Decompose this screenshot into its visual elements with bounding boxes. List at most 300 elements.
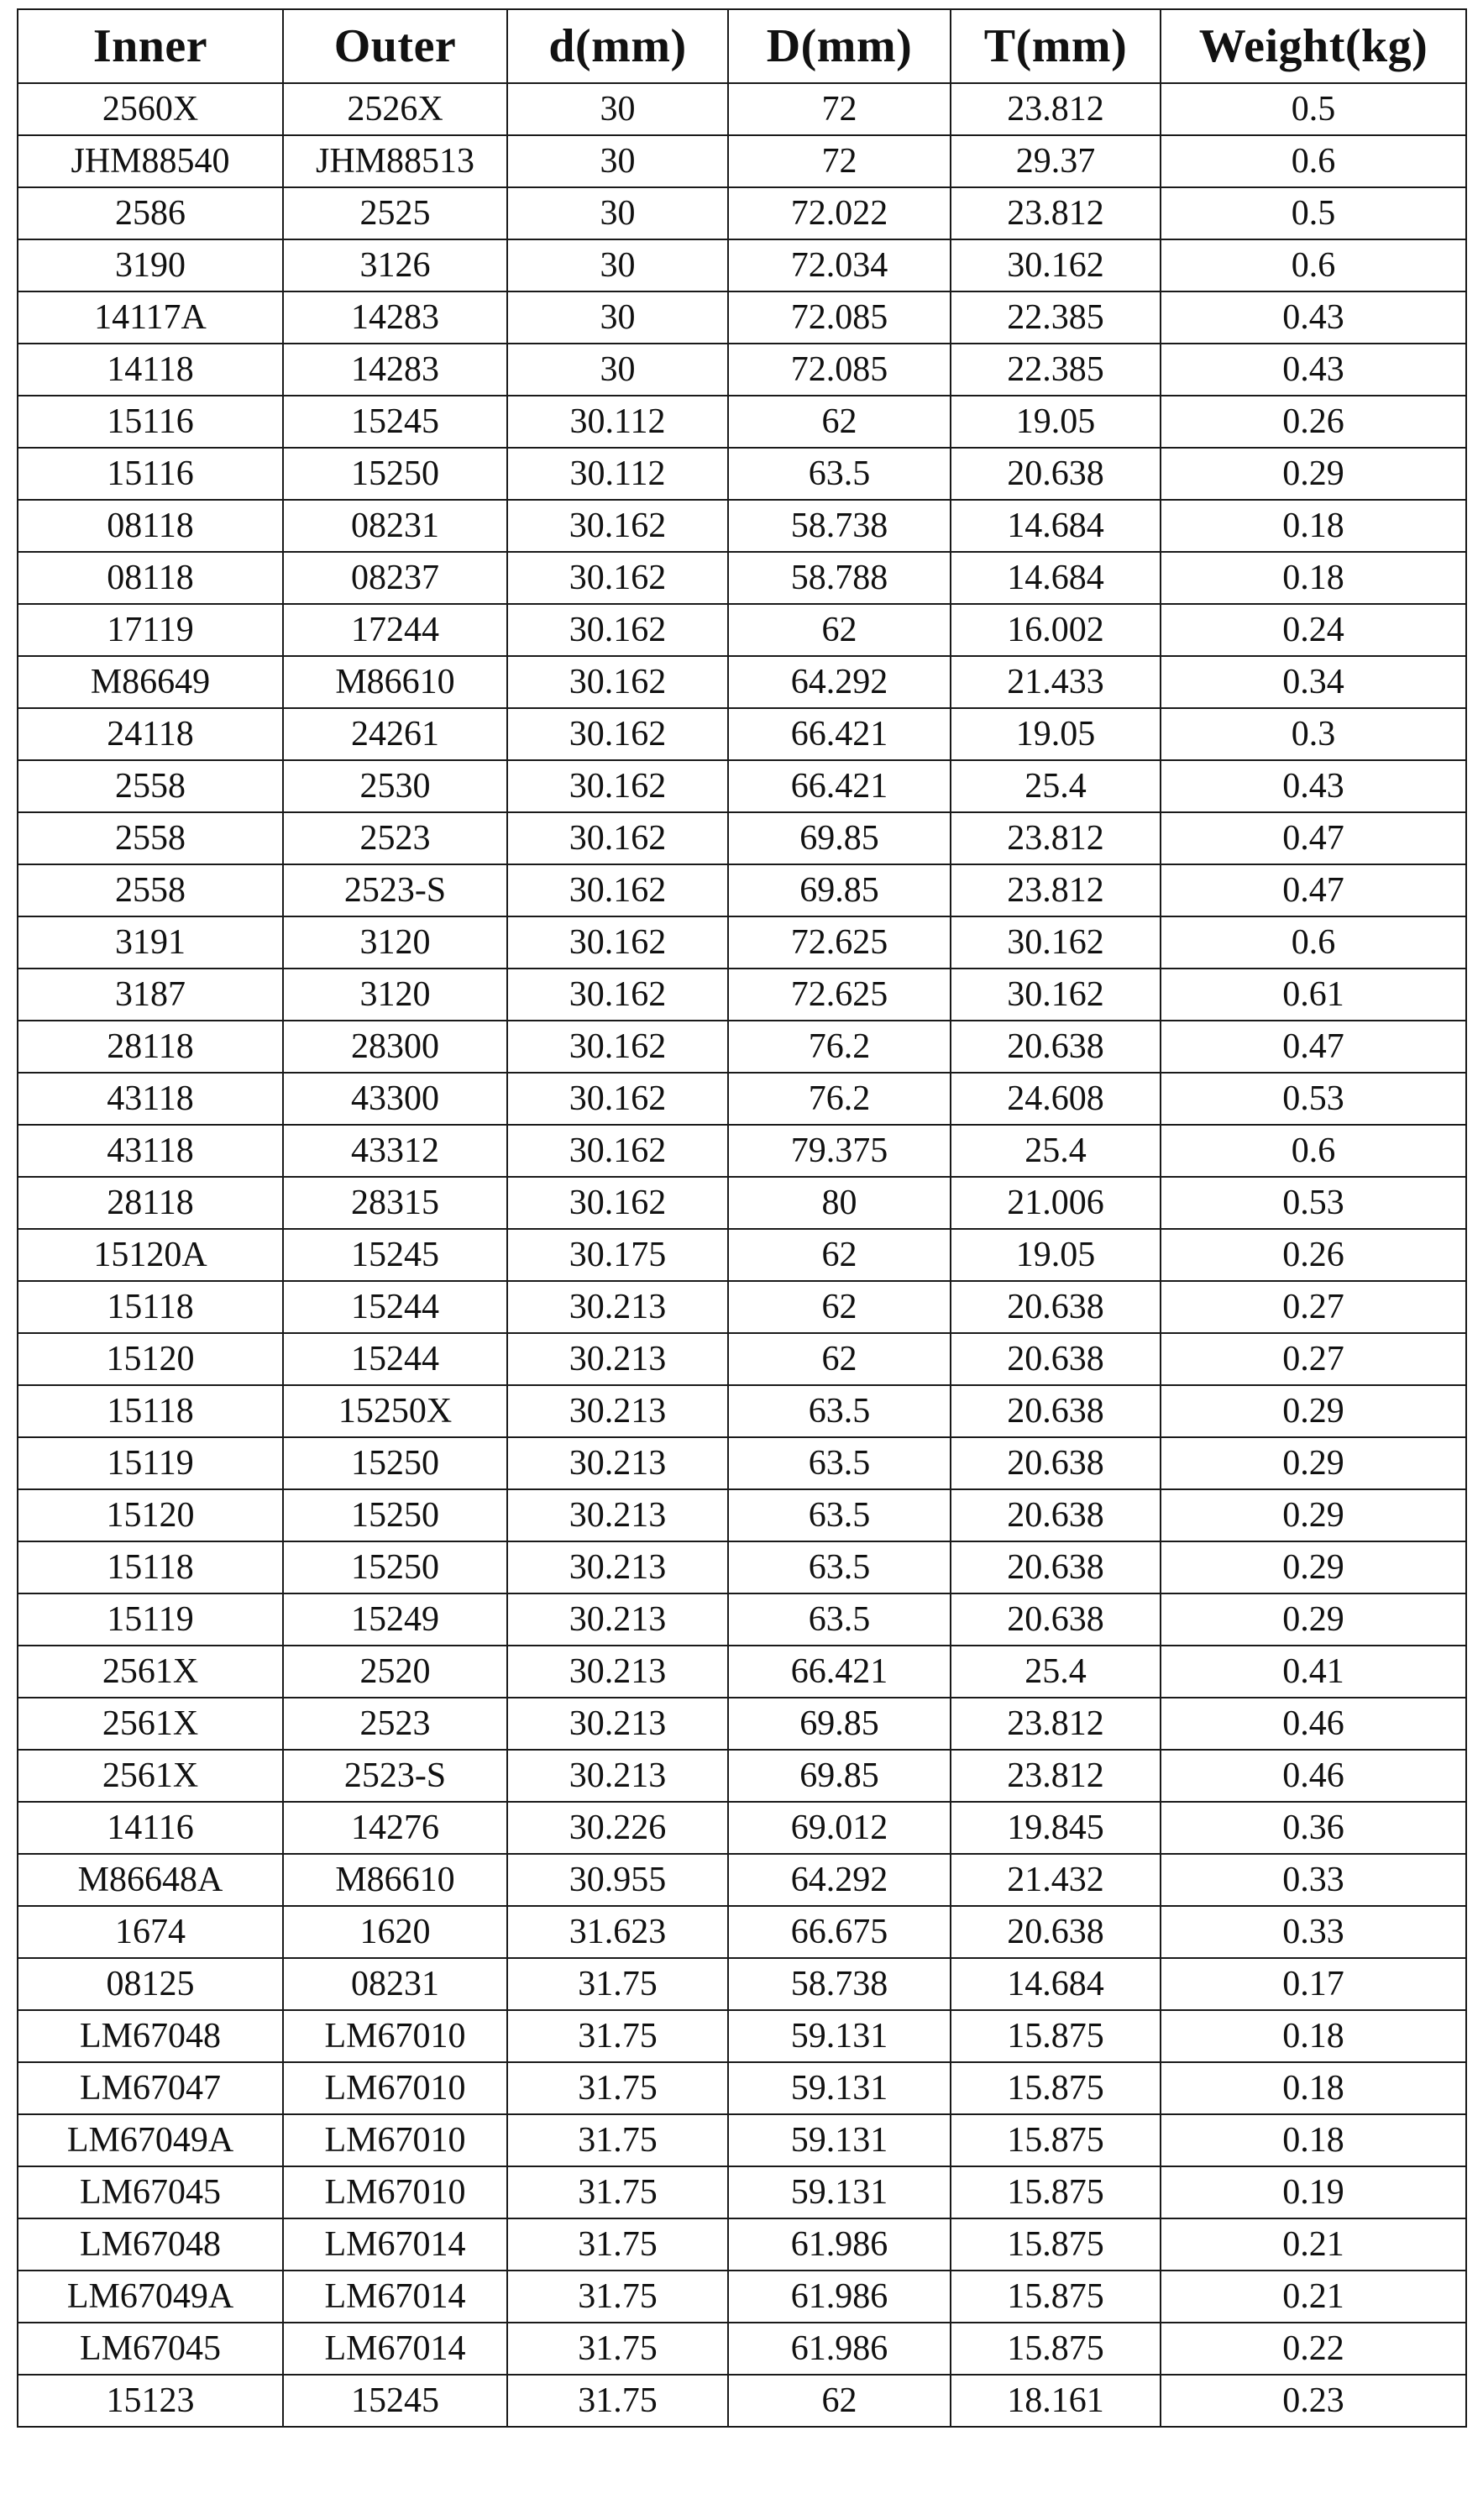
- cell-outer-diameter: 69.85: [728, 812, 951, 864]
- cell-bore-diameter: 30.112: [507, 448, 728, 500]
- table-body: [18, 83, 1466, 2427]
- cell-inner: LM67048: [18, 2010, 283, 2062]
- cell-outer-diameter: 62: [728, 2375, 951, 2427]
- table-row: [18, 2062, 1466, 2114]
- cell-inner: 2561X: [18, 1698, 283, 1750]
- cell-bore-diameter: 31.75: [507, 2323, 728, 2375]
- table-row: [18, 500, 1466, 552]
- table-row: [18, 1906, 1466, 1958]
- table-row: [18, 1385, 1466, 1437]
- cell-inner: 15123: [18, 2375, 283, 2427]
- cell-width: 30.162: [951, 969, 1161, 1021]
- cell-bore-diameter: 30.162: [507, 656, 728, 708]
- cell-outer: 08231: [283, 500, 507, 552]
- cell-inner: 15119: [18, 1593, 283, 1646]
- cell-bore-diameter: 31.75: [507, 2114, 728, 2166]
- cell-outer-diameter: 72.625: [728, 969, 951, 1021]
- cell-inner: M86649: [18, 656, 283, 708]
- cell-bore-diameter: 30.213: [507, 1281, 728, 1333]
- table-row: [18, 1333, 1466, 1385]
- cell-bore-diameter: 30.213: [507, 1593, 728, 1646]
- cell-outer-diameter: 69.85: [728, 864, 951, 916]
- cell-outer: 2525: [283, 187, 507, 239]
- cell-outer: 28315: [283, 1177, 507, 1229]
- table-row: [18, 344, 1466, 396]
- cell-width: 19.05: [951, 396, 1161, 448]
- cell-inner: 15120: [18, 1333, 283, 1385]
- cell-inner: 2558: [18, 812, 283, 864]
- cell-width: 23.812: [951, 187, 1161, 239]
- cell-width: 19.05: [951, 708, 1161, 760]
- table-row: [18, 396, 1466, 448]
- cell-weight: 0.18: [1161, 500, 1466, 552]
- cell-inner: 1674: [18, 1906, 283, 1958]
- cell-outer-diameter: 62: [728, 604, 951, 656]
- table-row: [18, 1593, 1466, 1646]
- cell-outer: 17244: [283, 604, 507, 656]
- cell-width: 19.845: [951, 1802, 1161, 1854]
- cell-outer-diameter: 72.022: [728, 187, 951, 239]
- cell-weight: 0.3: [1161, 708, 1466, 760]
- cell-bore-diameter: 30: [507, 187, 728, 239]
- cell-width: 23.812: [951, 1750, 1161, 1802]
- cell-weight: 0.33: [1161, 1854, 1466, 1906]
- cell-outer-diameter: 66.421: [728, 1646, 951, 1698]
- header-row: [18, 9, 1466, 83]
- cell-outer: LM67010: [283, 2166, 507, 2218]
- cell-outer-diameter: 58.738: [728, 1958, 951, 2010]
- cell-bore-diameter: 31.623: [507, 1906, 728, 1958]
- cell-inner: 24118: [18, 708, 283, 760]
- table-row: [18, 1073, 1466, 1125]
- bearing-spec-table: [17, 8, 1467, 2428]
- cell-bore-diameter: 30.162: [507, 500, 728, 552]
- cell-outer-diameter: 80: [728, 1177, 951, 1229]
- cell-weight: 0.29: [1161, 1489, 1466, 1541]
- cell-inner: 15120: [18, 1489, 283, 1541]
- table-row: [18, 2166, 1466, 2218]
- cell-outer: 08237: [283, 552, 507, 604]
- cell-inner: 2561X: [18, 1646, 283, 1698]
- cell-outer: 1620: [283, 1906, 507, 1958]
- cell-outer-diameter: 62: [728, 1229, 951, 1281]
- cell-outer: 14283: [283, 291, 507, 344]
- cell-weight: 0.18: [1161, 552, 1466, 604]
- cell-width: 20.638: [951, 448, 1161, 500]
- cell-weight: 0.18: [1161, 2062, 1466, 2114]
- cell-outer: 2530: [283, 760, 507, 812]
- cell-outer: 15250: [283, 1437, 507, 1489]
- cell-bore-diameter: 31.75: [507, 2375, 728, 2427]
- cell-weight: 0.22: [1161, 2323, 1466, 2375]
- table-row: [18, 1802, 1466, 1854]
- cell-width: 18.161: [951, 2375, 1161, 2427]
- cell-bore-diameter: 31.75: [507, 2271, 728, 2323]
- cell-outer-diameter: 72: [728, 135, 951, 187]
- cell-outer-diameter: 72.034: [728, 239, 951, 291]
- table-row: [18, 708, 1466, 760]
- cell-outer-diameter: 64.292: [728, 656, 951, 708]
- cell-bore-diameter: 30: [507, 291, 728, 344]
- cell-width: 25.4: [951, 1125, 1161, 1177]
- cell-outer-diameter: 63.5: [728, 1437, 951, 1489]
- cell-weight: 0.47: [1161, 1021, 1466, 1073]
- cell-outer-diameter: 69.85: [728, 1750, 951, 1802]
- table-row: [18, 2271, 1466, 2323]
- cell-width: 23.812: [951, 83, 1161, 135]
- cell-bore-diameter: 30.162: [507, 1021, 728, 1073]
- cell-outer-diameter: 58.738: [728, 500, 951, 552]
- cell-weight: 0.27: [1161, 1333, 1466, 1385]
- table-row: [18, 969, 1466, 1021]
- table-row: [18, 1646, 1466, 1698]
- cell-bore-diameter: 30: [507, 239, 728, 291]
- cell-inner: 43118: [18, 1125, 283, 1177]
- cell-outer: 08231: [283, 1958, 507, 2010]
- cell-outer: 15245: [283, 396, 507, 448]
- cell-inner: 2560X: [18, 83, 283, 135]
- cell-outer: M86610: [283, 656, 507, 708]
- table-row: [18, 1750, 1466, 1802]
- table-row: [18, 2114, 1466, 2166]
- table-row: [18, 864, 1466, 916]
- cell-inner: 17119: [18, 604, 283, 656]
- cell-outer-diameter: 66.421: [728, 760, 951, 812]
- cell-inner: 43118: [18, 1073, 283, 1125]
- cell-outer-diameter: 59.131: [728, 2062, 951, 2114]
- cell-inner: 08125: [18, 1958, 283, 2010]
- cell-inner: 3187: [18, 969, 283, 1021]
- cell-bore-diameter: 30.213: [507, 1333, 728, 1385]
- cell-inner: 15116: [18, 396, 283, 448]
- cell-outer: 3120: [283, 916, 507, 969]
- cell-weight: 0.47: [1161, 864, 1466, 916]
- cell-width: 20.638: [951, 1437, 1161, 1489]
- cell-outer: 2523: [283, 812, 507, 864]
- table-row: [18, 187, 1466, 239]
- cell-inner: 08118: [18, 500, 283, 552]
- cell-outer: 15250X: [283, 1385, 507, 1437]
- cell-weight: 0.5: [1161, 187, 1466, 239]
- cell-width: 15.875: [951, 2062, 1161, 2114]
- cell-outer: 15244: [283, 1281, 507, 1333]
- cell-outer-diameter: 64.292: [728, 1854, 951, 1906]
- cell-bore-diameter: 30.213: [507, 1489, 728, 1541]
- table-row: [18, 552, 1466, 604]
- cell-inner: 14116: [18, 1802, 283, 1854]
- cell-outer-diameter: 61.986: [728, 2271, 951, 2323]
- cell-outer-diameter: 63.5: [728, 1593, 951, 1646]
- cell-bore-diameter: 30.112: [507, 396, 728, 448]
- cell-weight: 0.19: [1161, 2166, 1466, 2218]
- cell-bore-diameter: 31.75: [507, 2010, 728, 2062]
- cell-outer: LM67010: [283, 2114, 507, 2166]
- cell-outer-diameter: 59.131: [728, 2010, 951, 2062]
- cell-outer-diameter: 61.986: [728, 2323, 951, 2375]
- cell-width: 20.638: [951, 1333, 1161, 1385]
- table-row: [18, 1541, 1466, 1593]
- cell-outer: JHM88513: [283, 135, 507, 187]
- cell-weight: 0.26: [1161, 396, 1466, 448]
- cell-inner: 14118: [18, 344, 283, 396]
- cell-inner: LM67045: [18, 2323, 283, 2375]
- cell-width: 23.812: [951, 812, 1161, 864]
- table-row: [18, 1958, 1466, 2010]
- cell-bore-diameter: 30.162: [507, 1073, 728, 1125]
- cell-outer-diameter: 58.788: [728, 552, 951, 604]
- cell-outer-diameter: 66.675: [728, 1906, 951, 1958]
- table-row: [18, 2375, 1466, 2427]
- cell-outer: 2523: [283, 1698, 507, 1750]
- cell-outer-diameter: 72.625: [728, 916, 951, 969]
- cell-outer: 15250: [283, 1541, 507, 1593]
- cell-weight: 0.34: [1161, 656, 1466, 708]
- cell-width: 14.684: [951, 552, 1161, 604]
- cell-outer-diameter: 59.131: [728, 2166, 951, 2218]
- table-row: [18, 1489, 1466, 1541]
- cell-outer-diameter: 72: [728, 83, 951, 135]
- cell-weight: 0.53: [1161, 1177, 1466, 1229]
- cell-outer: 43312: [283, 1125, 507, 1177]
- cell-bore-diameter: 30.175: [507, 1229, 728, 1281]
- cell-outer: 3126: [283, 239, 507, 291]
- cell-outer-diameter: 59.131: [728, 2114, 951, 2166]
- cell-inner: 15118: [18, 1541, 283, 1593]
- cell-outer: LM67014: [283, 2218, 507, 2271]
- cell-bore-diameter: 30.213: [507, 1646, 728, 1698]
- table-row: [18, 1021, 1466, 1073]
- cell-outer: 14276: [283, 1802, 507, 1854]
- cell-outer-diameter: 63.5: [728, 1489, 951, 1541]
- cell-inner: 15118: [18, 1385, 283, 1437]
- table-row: [18, 83, 1466, 135]
- cell-inner: 15119: [18, 1437, 283, 1489]
- cell-weight: 0.27: [1161, 1281, 1466, 1333]
- cell-outer: 14283: [283, 344, 507, 396]
- cell-bore-diameter: 30.162: [507, 864, 728, 916]
- cell-outer-diameter: 72.085: [728, 291, 951, 344]
- table-row: [18, 656, 1466, 708]
- cell-weight: 0.24: [1161, 604, 1466, 656]
- cell-bore-diameter: 30.162: [507, 1177, 728, 1229]
- cell-outer-diameter: 79.375: [728, 1125, 951, 1177]
- table-row: [18, 448, 1466, 500]
- cell-weight: 0.29: [1161, 1385, 1466, 1437]
- cell-width: 20.638: [951, 1593, 1161, 1646]
- cell-outer: M86610: [283, 1854, 507, 1906]
- cell-inner: LM67047: [18, 2062, 283, 2114]
- cell-inner: 2558: [18, 864, 283, 916]
- table-row: [18, 2218, 1466, 2271]
- cell-inner: 2561X: [18, 1750, 283, 1802]
- cell-inner: 3190: [18, 239, 283, 291]
- cell-width: 30.162: [951, 916, 1161, 969]
- cell-weight: 0.47: [1161, 812, 1466, 864]
- cell-width: 14.684: [951, 500, 1161, 552]
- cell-weight: 0.46: [1161, 1698, 1466, 1750]
- cell-outer: 2526X: [283, 83, 507, 135]
- cell-outer: 15250: [283, 1489, 507, 1541]
- cell-bore-diameter: 30.162: [507, 1125, 728, 1177]
- table-row: [18, 2010, 1466, 2062]
- cell-width: 25.4: [951, 760, 1161, 812]
- cell-weight: 0.17: [1161, 1958, 1466, 2010]
- cell-outer: LM67014: [283, 2271, 507, 2323]
- cell-outer-diameter: 61.986: [728, 2218, 951, 2271]
- cell-weight: 0.29: [1161, 1437, 1466, 1489]
- cell-inner: 2558: [18, 760, 283, 812]
- cell-inner: JHM88540: [18, 135, 283, 187]
- cell-width: 25.4: [951, 1646, 1161, 1698]
- cell-bore-diameter: 30.162: [507, 760, 728, 812]
- cell-width: 30.162: [951, 239, 1161, 291]
- cell-weight: 0.18: [1161, 2010, 1466, 2062]
- table-row: [18, 1854, 1466, 1906]
- cell-inner: M86648A: [18, 1854, 283, 1906]
- cell-width: 23.812: [951, 1698, 1161, 1750]
- cell-weight: 0.43: [1161, 344, 1466, 396]
- table-row: [18, 1698, 1466, 1750]
- cell-weight: 0.21: [1161, 2271, 1466, 2323]
- table-row: [18, 291, 1466, 344]
- cell-outer-diameter: 62: [728, 1333, 951, 1385]
- cell-bore-diameter: 30.213: [507, 1437, 728, 1489]
- cell-outer: LM67014: [283, 2323, 507, 2375]
- cell-inner: LM67049A: [18, 2271, 283, 2323]
- cell-bore-diameter: 30.226: [507, 1802, 728, 1854]
- cell-weight: 0.6: [1161, 135, 1466, 187]
- cell-width: 21.433: [951, 656, 1161, 708]
- cell-inner: 15118: [18, 1281, 283, 1333]
- cell-bore-diameter: 30.213: [507, 1385, 728, 1437]
- cell-weight: 0.29: [1161, 1541, 1466, 1593]
- table-row: [18, 1229, 1466, 1281]
- table-row: [18, 1437, 1466, 1489]
- cell-weight: 0.53: [1161, 1073, 1466, 1125]
- table-row: [18, 812, 1466, 864]
- cell-outer: 2520: [283, 1646, 507, 1698]
- cell-bore-diameter: 30.162: [507, 916, 728, 969]
- cell-weight: 0.43: [1161, 760, 1466, 812]
- cell-bore-diameter: 30.213: [507, 1750, 728, 1802]
- cell-bore-diameter: 31.75: [507, 2062, 728, 2114]
- cell-outer: LM67010: [283, 2062, 507, 2114]
- cell-width: 15.875: [951, 2271, 1161, 2323]
- cell-outer: 24261: [283, 708, 507, 760]
- cell-outer-diameter: 69.012: [728, 1802, 951, 1854]
- cell-inner: LM67045: [18, 2166, 283, 2218]
- cell-width: 20.638: [951, 1021, 1161, 1073]
- cell-outer: 15245: [283, 1229, 507, 1281]
- cell-outer-diameter: 76.2: [728, 1073, 951, 1125]
- cell-width: 29.37: [951, 135, 1161, 187]
- cell-width: 19.05: [951, 1229, 1161, 1281]
- cell-width: 15.875: [951, 2323, 1161, 2375]
- table-row: [18, 1125, 1466, 1177]
- cell-inner: 28118: [18, 1177, 283, 1229]
- table-row: [18, 1177, 1466, 1229]
- cell-bore-diameter: 30.955: [507, 1854, 728, 1906]
- table-row: [18, 916, 1466, 969]
- cell-outer: 3120: [283, 969, 507, 1021]
- cell-bore-diameter: 30.162: [507, 604, 728, 656]
- cell-width: 16.002: [951, 604, 1161, 656]
- cell-inner: 15116: [18, 448, 283, 500]
- cell-weight: 0.61: [1161, 969, 1466, 1021]
- cell-outer: LM67010: [283, 2010, 507, 2062]
- cell-width: 21.006: [951, 1177, 1161, 1229]
- cell-outer-diameter: 72.085: [728, 344, 951, 396]
- cell-bore-diameter: 30.162: [507, 969, 728, 1021]
- cell-outer: 15249: [283, 1593, 507, 1646]
- cell-outer-diameter: 62: [728, 396, 951, 448]
- cell-width: 20.638: [951, 1489, 1161, 1541]
- table-row: [18, 604, 1466, 656]
- cell-weight: 0.6: [1161, 1125, 1466, 1177]
- table-row: [18, 1281, 1466, 1333]
- cell-width: 20.638: [951, 1385, 1161, 1437]
- header-outer: Outer: [283, 9, 507, 83]
- cell-bore-diameter: 30.213: [507, 1541, 728, 1593]
- cell-weight: 0.26: [1161, 1229, 1466, 1281]
- cell-outer: 15245: [283, 2375, 507, 2427]
- cell-inner: 15120A: [18, 1229, 283, 1281]
- cell-outer-diameter: 69.85: [728, 1698, 951, 1750]
- cell-outer: 28300: [283, 1021, 507, 1073]
- table-row: [18, 239, 1466, 291]
- cell-outer-diameter: 63.5: [728, 448, 951, 500]
- cell-outer: 43300: [283, 1073, 507, 1125]
- cell-outer: 15250: [283, 448, 507, 500]
- cell-weight: 0.6: [1161, 916, 1466, 969]
- cell-bore-diameter: 30.162: [507, 708, 728, 760]
- cell-inner: LM67049A: [18, 2114, 283, 2166]
- cell-weight: 0.43: [1161, 291, 1466, 344]
- header-weight: Weight(kg): [1161, 9, 1466, 83]
- cell-outer: 15244: [283, 1333, 507, 1385]
- cell-width: 24.608: [951, 1073, 1161, 1125]
- cell-bore-diameter: 31.75: [507, 2166, 728, 2218]
- cell-outer-diameter: 76.2: [728, 1021, 951, 1073]
- cell-width: 14.684: [951, 1958, 1161, 2010]
- cell-outer-diameter: 62: [728, 1281, 951, 1333]
- cell-inner: 08118: [18, 552, 283, 604]
- cell-width: 21.432: [951, 1854, 1161, 1906]
- cell-weight: 0.18: [1161, 2114, 1466, 2166]
- cell-bore-diameter: 30.213: [507, 1698, 728, 1750]
- cell-width: 22.385: [951, 291, 1161, 344]
- cell-inner: 14117A: [18, 291, 283, 344]
- cell-bore-diameter: 30.162: [507, 812, 728, 864]
- cell-weight: 0.29: [1161, 448, 1466, 500]
- cell-bore-diameter: 31.75: [507, 1958, 728, 2010]
- cell-inner: 2586: [18, 187, 283, 239]
- cell-weight: 0.36: [1161, 1802, 1466, 1854]
- header-outer-diameter: D(mm): [728, 9, 951, 83]
- cell-outer: 2523-S: [283, 1750, 507, 1802]
- cell-weight: 0.29: [1161, 1593, 1466, 1646]
- cell-width: 15.875: [951, 2114, 1161, 2166]
- cell-inner: LM67048: [18, 2218, 283, 2271]
- cell-bore-diameter: 30: [507, 135, 728, 187]
- cell-weight: 0.5: [1161, 83, 1466, 135]
- cell-width: 20.638: [951, 1281, 1161, 1333]
- cell-weight: 0.41: [1161, 1646, 1466, 1698]
- cell-width: 22.385: [951, 344, 1161, 396]
- cell-weight: 0.33: [1161, 1906, 1466, 1958]
- cell-weight: 0.46: [1161, 1750, 1466, 1802]
- cell-outer-diameter: 63.5: [728, 1541, 951, 1593]
